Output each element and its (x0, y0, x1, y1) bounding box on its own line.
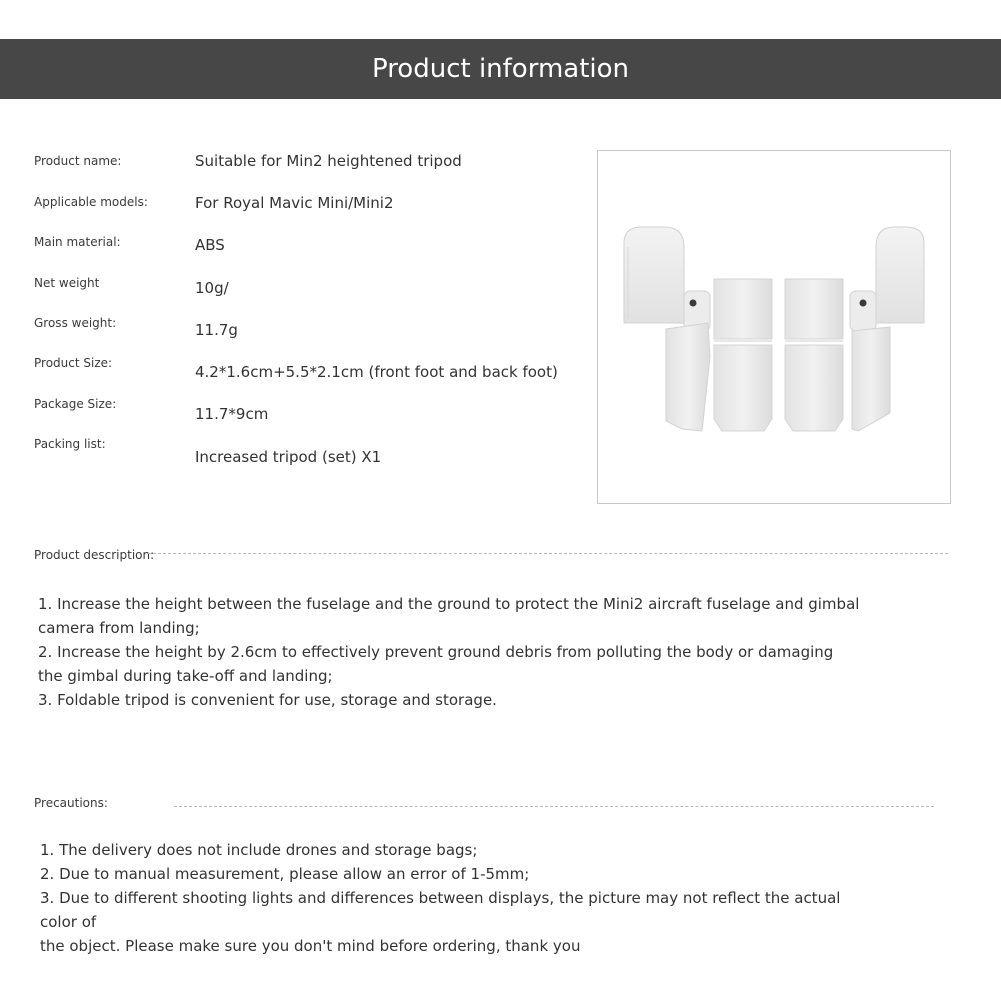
left-folding-leg (624, 227, 710, 431)
spec-label-product-name: Product name: (34, 154, 122, 168)
description-text (38, 592, 868, 712)
page-title: Product information (371, 54, 630, 84)
tripod-legs-illustration (598, 151, 950, 503)
center-left-foot (714, 279, 772, 431)
description-line: the gimbal during take-off and landing; (38, 667, 333, 685)
precaution-line: 3. Due to different shooting lights and differences between displays, the picture may not reflect the actual color of (40, 889, 841, 931)
description-label: Product description: (34, 548, 155, 562)
spec-label-main-material: Main material: (34, 235, 121, 249)
spec-value-packing-list: Increased tripod (set) X1 (195, 448, 382, 466)
spec-value-main-material: ABS (195, 236, 225, 254)
precautions-divider (174, 806, 934, 807)
product-image (597, 150, 951, 504)
spec-value-package-size: 11.7*9cm (195, 405, 269, 423)
right-folding-leg (850, 227, 924, 431)
spec-label-net-weight: Net weight (34, 276, 100, 290)
spec-label-gross-weight: Gross weight: (34, 316, 117, 330)
spec-value-product-name: Suitable for Min2 heightened tripod (195, 152, 462, 170)
header-banner (0, 39, 1001, 99)
precaution-line: 1. The delivery does not include drones and storage bags; (40, 841, 478, 859)
spec-label-product-size: Product Size: (34, 356, 113, 370)
description-line: 3. Foldable tripod is convenient for use, storage and storage. (38, 691, 497, 709)
spec-label-applicable-models: Applicable models: (34, 195, 148, 209)
center-right-foot (785, 279, 843, 431)
precautions-label: Precautions: (34, 796, 108, 810)
spec-value-applicable-models: For Royal Mavic Mini/Mini2 (195, 194, 394, 212)
description-line: 1. Increase the height between the fuselage and the ground to protect the Mini2 aircraft fuselage and gimbal (38, 595, 860, 613)
precaution-line: 2. Due to manual measurement, please allow an error of 1-5mm; (40, 865, 530, 883)
spec-value-gross-weight: 11.7g (195, 321, 238, 339)
description-line: camera from landing; (38, 619, 200, 637)
precautions-text (40, 838, 870, 958)
spec-label-packing-list: Packing list: (34, 437, 106, 451)
spec-label-package-size: Package Size: (34, 397, 117, 411)
description-divider (148, 553, 948, 554)
description-line: 2. Increase the height by 2.6cm to effectively prevent ground debris from polluting the body or damaging (38, 643, 834, 661)
spec-value-net-weight: 10g/ (195, 279, 229, 297)
spec-value-product-size: 4.2*1.6cm+5.5*2.1cm (front foot and back foot) (195, 363, 558, 381)
precaution-line: the object. Please make sure you don't mind before ordering, thank you (40, 937, 581, 955)
